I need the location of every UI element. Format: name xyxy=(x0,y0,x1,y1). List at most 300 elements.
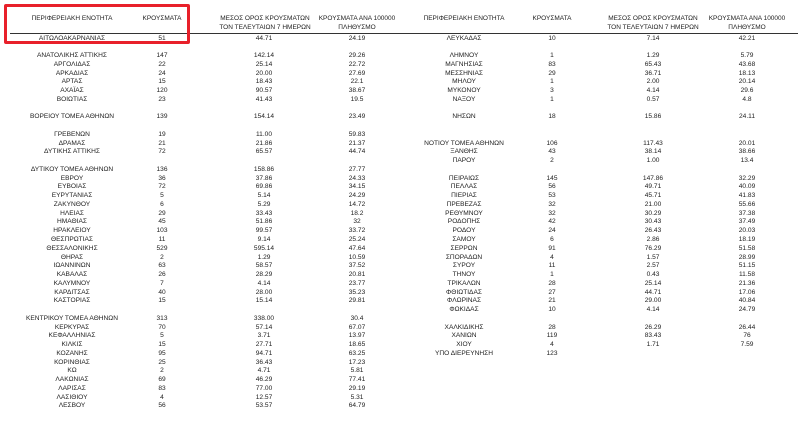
cell-per: 63.25 xyxy=(348,349,366,357)
table-row xyxy=(0,305,800,314)
cell-name: ΑΙΤΩΛΟΑΚΑΡΝΑΝΙΑΣ xyxy=(38,34,106,42)
cell-cases: 40 xyxy=(158,288,166,296)
cell-per: 35.23 xyxy=(348,288,366,296)
cell-name: ΑΡΤΑΣ xyxy=(61,78,83,86)
cell-avg: 7.14 xyxy=(646,34,660,42)
cell-per: 5.79 xyxy=(740,52,754,60)
cell-name: ΚΕΡΚΥΡΑΣ xyxy=(54,323,90,331)
table-row xyxy=(0,86,800,95)
cell-cases: 95 xyxy=(158,349,166,357)
table-row xyxy=(0,349,800,358)
cell-name: ΠΙΕΡΙΑΣ xyxy=(451,192,477,200)
cell-cases: 145 xyxy=(546,174,558,182)
cell-name: ΠΑΡΟΥ xyxy=(452,157,476,165)
cell-per: 27.69 xyxy=(348,69,366,77)
cell-name: ΜΥΚΟΝΟΥ xyxy=(447,87,481,95)
cell-name: ΘΕΣΠΡΩΤΙΑΣ xyxy=(50,235,94,243)
cell-avg: 28.00 xyxy=(255,288,273,296)
cell-avg: 27.71 xyxy=(255,341,273,349)
cell-per: 21.36 xyxy=(738,279,756,287)
left-header-per100k-2: ΠΛΗΘΥΣΜΟ xyxy=(338,24,376,31)
cell-name: ΣΥΡΟΥ xyxy=(452,262,476,270)
cell-per: 18.65 xyxy=(348,341,366,349)
cell-avg: 44.71 xyxy=(255,34,273,42)
cell-per: 37.49 xyxy=(738,218,756,226)
table-row xyxy=(0,191,800,200)
cell-per: 4.8 xyxy=(742,95,752,103)
cell-cases: 2 xyxy=(550,157,554,165)
cell-name: ΝΟΤΙΟΥ ΤΟΜΕΑ ΑΘΗΝΩΝ xyxy=(424,139,504,147)
cell-avg: 11.00 xyxy=(255,130,272,138)
table-row xyxy=(0,112,800,121)
cell-name: ΛΗΜΝΟΥ xyxy=(449,52,479,60)
cell-name: ΚΙΛΚΙΣ xyxy=(61,341,83,349)
table-row xyxy=(0,375,800,384)
cell-per: 14.72 xyxy=(348,200,366,208)
cell-avg: 53.57 xyxy=(255,402,273,410)
cell-name: ΙΩΑΝΝΙΝΩΝ xyxy=(53,262,91,270)
cell-name: ΑΡΚΑΔΙΑΣ xyxy=(55,69,89,77)
cell-avg: 3.71 xyxy=(257,332,271,340)
cell-cases: 24 xyxy=(548,227,556,235)
cell-name: ΧΑΛΚΙΔΙΚΗΣ xyxy=(444,323,484,331)
highlight-box xyxy=(4,4,190,44)
cell-cases: 83 xyxy=(548,60,556,68)
cell-cases: 83 xyxy=(158,384,166,392)
cell-name: ΠΕΛΛΑΣ xyxy=(450,183,478,191)
cell-per: 17.23 xyxy=(348,358,366,366)
cell-per: 37.38 xyxy=(738,209,756,217)
cell-cases: 1 xyxy=(550,271,554,279)
table-row xyxy=(0,296,800,305)
cell-cases: 11 xyxy=(158,235,166,243)
cell-cases: 29 xyxy=(158,209,166,217)
cell-avg: 15.14 xyxy=(255,297,273,305)
cell-cases: 26 xyxy=(158,271,166,279)
cell-cases: 29 xyxy=(548,69,556,77)
cell-cases: 1 xyxy=(550,52,554,60)
cell-avg: 595.14 xyxy=(253,244,275,252)
cell-name: ΒΟΙΩΤΙΑΣ xyxy=(56,95,88,103)
table-row xyxy=(0,331,800,340)
cell-per: 29.19 xyxy=(348,384,366,392)
table-row xyxy=(0,235,800,244)
cell-avg: 1.00 xyxy=(646,157,660,165)
cell-per: 11.58 xyxy=(738,271,755,279)
cell-per: 22.1 xyxy=(350,78,364,86)
cell-name: ΔΡΑΜΑΣ xyxy=(58,139,86,147)
cell-avg: 65.57 xyxy=(255,148,273,156)
cell-avg: 20.00 xyxy=(255,69,273,77)
cell-avg: 12.57 xyxy=(255,393,273,401)
table-row xyxy=(0,139,800,148)
cell-per: 20.81 xyxy=(348,271,366,279)
cell-avg: 147.86 xyxy=(642,174,664,182)
cell-name: ΘΗΡΑΣ xyxy=(60,253,84,261)
cell-cases: 103 xyxy=(156,227,168,235)
cell-cases: 2 xyxy=(160,367,164,375)
cell-per: 32.29 xyxy=(738,174,756,182)
cell-avg: 1.71 xyxy=(646,341,660,349)
cell-name: ΚΟΖΑΝΗΣ xyxy=(56,349,88,357)
cell-avg: 38.14 xyxy=(644,148,662,156)
right-header-per100k-1: ΚΡΟΥΣΜΑΤΑ ΑΝΑ 100000 xyxy=(708,15,786,22)
cell-name: ΒΟΡΕΙΟΥ ΤΟΜΕΑ ΑΘΗΝΩΝ xyxy=(29,113,115,121)
cell-avg: 45.71 xyxy=(644,192,662,200)
cell-per: 67.07 xyxy=(348,323,366,331)
cell-avg: 76.29 xyxy=(644,244,662,252)
cell-per: 76 xyxy=(743,332,751,340)
table-row xyxy=(0,253,800,262)
table-row xyxy=(0,226,800,235)
cell-name: ΕΒΡΟΥ xyxy=(60,174,84,182)
table-row xyxy=(0,217,800,226)
cell-name: ΛΑΚΩΝΙΑΣ xyxy=(55,376,89,384)
table-row xyxy=(0,130,800,139)
cell-avg: 117.43 xyxy=(643,139,663,147)
cell-name: ΦΘΙΩΤΙΔΑΣ xyxy=(446,288,482,296)
cell-per: 17.06 xyxy=(738,288,756,296)
cell-avg: 0.57 xyxy=(646,95,660,103)
cell-cases: 91 xyxy=(548,244,556,252)
cell-avg: 37.86 xyxy=(255,174,273,182)
cell-cases: 1 xyxy=(550,78,554,86)
table-row xyxy=(0,69,800,78)
cell-name: ΚΕΦΑΛΛΗΝΙΑΣ xyxy=(48,332,96,340)
cell-per: 7.59 xyxy=(740,341,754,349)
cell-avg: 4.71 xyxy=(257,367,271,375)
cell-cases: 529 xyxy=(156,244,168,252)
cell-name: ΡΟΔΟΠΗΣ xyxy=(447,218,481,226)
cell-avg: 4.14 xyxy=(646,306,660,314)
table-row xyxy=(0,366,800,375)
cell-cases: 45 xyxy=(158,218,166,226)
cell-cases: 53 xyxy=(548,192,556,200)
cell-name: ΓΡΕΒΕΝΩΝ xyxy=(54,130,90,138)
cell-name: ΚΑΡΔΙΤΣΑΣ xyxy=(54,288,90,296)
cell-per: 44.74 xyxy=(348,148,366,156)
cell-name: ΜΑΓΝΗΣΙΑΣ xyxy=(445,60,483,68)
cell-per: 28.99 xyxy=(738,253,756,261)
cell-cases: 120 xyxy=(156,87,168,95)
cell-per: 21.37 xyxy=(348,139,366,147)
cell-avg: 58.57 xyxy=(255,262,273,270)
cell-cases: 6 xyxy=(160,200,164,208)
cell-cases: 25 xyxy=(158,358,166,366)
cell-avg: 5.14 xyxy=(257,192,271,200)
cell-cases: 15 xyxy=(158,297,166,305)
cell-per: 13.4 xyxy=(740,157,754,165)
cell-per: 26.44 xyxy=(738,323,756,331)
cell-avg: 15.86 xyxy=(644,113,662,121)
table-row xyxy=(0,209,800,218)
cell-per: 24.79 xyxy=(738,306,756,314)
table-row xyxy=(0,261,800,270)
cell-cases: 139 xyxy=(156,113,168,121)
table-row xyxy=(0,60,800,69)
cell-name: ΑΡΓΟΛΙΔΑΣ xyxy=(53,60,91,68)
cell-cases: 11 xyxy=(548,262,556,270)
cell-avg: 9.14 xyxy=(257,235,271,243)
cell-name: ΕΥΒΟΙΑΣ xyxy=(57,183,87,191)
cell-cases: 7 xyxy=(160,279,164,287)
cell-avg: 21.00 xyxy=(644,200,662,208)
cell-avg: 26.43 xyxy=(644,227,662,235)
table-row xyxy=(0,323,800,332)
cell-name: ΑΝΑΤΟΛΙΚΗΣ ΑΤΤΙΚΗΣ xyxy=(37,52,107,60)
cell-name: ΞΑΝΘΗΣ xyxy=(450,148,478,156)
cell-cases: 147 xyxy=(156,52,168,60)
cell-cases: 18 xyxy=(548,113,556,121)
cell-per: 40.84 xyxy=(738,297,756,305)
cell-per: 47.64 xyxy=(348,244,366,252)
cell-avg: 44.71 xyxy=(644,288,662,296)
cell-cases: 72 xyxy=(158,148,166,156)
cell-per: 30.4 xyxy=(350,314,364,322)
cell-avg: 69.86 xyxy=(255,183,273,191)
cell-cases: 136 xyxy=(156,165,168,173)
cell-cases: 4 xyxy=(550,341,554,349)
cell-avg: 77.00 xyxy=(255,384,273,392)
table-row xyxy=(0,174,800,183)
cell-per: 18.2 xyxy=(350,209,364,217)
cell-avg: 83.43 xyxy=(644,332,662,340)
cell-cases: 5 xyxy=(160,192,164,200)
cell-name: ΡΕΘΥΜΝΟΥ xyxy=(445,209,483,217)
table-row xyxy=(0,244,800,253)
cell-name: ΝΗΣΩΝ xyxy=(452,113,476,121)
cell-avg: 36.43 xyxy=(255,358,273,366)
cell-cases: 27 xyxy=(548,288,556,296)
cell-cases: 106 xyxy=(546,139,558,147)
right-header-avg-1: ΜΕΣΟΣ ΟΡΟΣ ΚΡΟΥΣΜΑΤΩΝ xyxy=(608,15,698,22)
cell-cases: 32 xyxy=(548,200,556,208)
cell-per: 18.13 xyxy=(738,69,756,77)
cell-avg: 90.57 xyxy=(255,87,273,95)
cell-cases: 10 xyxy=(548,306,556,314)
cell-cases: 313 xyxy=(156,314,168,322)
cell-per: 25.24 xyxy=(348,235,366,243)
cell-per: 23.77 xyxy=(348,279,366,287)
cell-name: ΜΕΣΣΗΝΙΑΣ xyxy=(445,69,483,77)
cell-per: 42.21 xyxy=(738,34,756,42)
cell-avg: 29.00 xyxy=(644,297,662,305)
cell-cases: 23 xyxy=(158,95,166,103)
cell-per: 77.41 xyxy=(348,376,366,384)
cell-avg: 51.86 xyxy=(255,218,273,226)
cell-name: ΗΛΕΙΑΣ xyxy=(60,209,84,217)
cell-per: 55.66 xyxy=(738,200,756,208)
cell-avg: 2.00 xyxy=(646,78,660,86)
cell-avg: 338.00 xyxy=(253,314,275,322)
cell-cases: 70 xyxy=(158,323,166,331)
table-row xyxy=(0,51,800,60)
cell-avg: 21.86 xyxy=(255,139,273,147)
cell-per: 51.58 xyxy=(738,244,756,252)
table-row xyxy=(0,340,800,349)
cell-name: ΡΟΔΟΥ xyxy=(452,227,476,235)
cell-per: 29.26 xyxy=(348,52,366,60)
left-header-region: ΠΕΡΙΦΕΡΕΙΑΚΗ ΕΝΟΤΗΤΑ xyxy=(31,15,113,22)
cell-per: 5.31 xyxy=(350,393,364,401)
cell-name: ΝΑΞΟΥ xyxy=(452,95,476,103)
cell-avg: 99.57 xyxy=(255,227,273,235)
cell-per: 32 xyxy=(353,218,361,226)
cell-per: 24.33 xyxy=(348,174,366,182)
cell-avg: 142.14 xyxy=(253,52,275,60)
cell-avg: 1.29 xyxy=(646,52,660,60)
left-header-avg-2: ΤΟΝ ΤΕΛΕΥΤΑΙΩΝ 7 ΗΜΕΡΩΝ xyxy=(219,24,311,31)
cell-per: 33.72 xyxy=(348,227,366,235)
cell-name: ΧΑΝΙΩΝ xyxy=(451,332,477,340)
cell-cases: 10 xyxy=(548,34,556,42)
cell-cases: 15 xyxy=(158,78,166,86)
table-row xyxy=(0,121,800,130)
cell-per: 18.19 xyxy=(738,235,756,243)
cell-avg: 49.71 xyxy=(644,183,662,191)
cell-cases: 19 xyxy=(158,130,166,138)
table-row xyxy=(0,95,800,104)
cell-per: 20.01 xyxy=(738,139,756,147)
cell-name: ΧΙΟΥ xyxy=(456,341,472,349)
cell-name: ΥΠΟ ΔΙΕΡΕΥΝΗΣΗ xyxy=(435,349,493,357)
cell-name: ΣΠΟΡΑΔΩΝ xyxy=(445,253,483,261)
cell-name: ΑΧΑΪΑΣ xyxy=(60,87,84,95)
table-row xyxy=(0,270,800,279)
cell-cases: 21 xyxy=(548,297,556,305)
cell-avg: 46.29 xyxy=(255,376,273,384)
cell-cases: 51 xyxy=(158,34,166,42)
cell-cases: 36 xyxy=(158,174,166,182)
cell-cases: 6 xyxy=(550,235,554,243)
cell-cases: 69 xyxy=(158,376,166,384)
cell-avg: 57.14 xyxy=(255,323,273,331)
table-row xyxy=(0,279,800,288)
cell-name: ΔΥΤΙΚΟΥ ΤΟΜΕΑ ΑΘΗΝΩΝ xyxy=(30,165,114,173)
table-row xyxy=(0,104,800,113)
cell-cases: 28 xyxy=(548,323,556,331)
cell-per: 40.09 xyxy=(738,183,756,191)
cell-per: 19.5 xyxy=(350,95,364,103)
cell-per: 29.81 xyxy=(348,297,366,305)
cell-avg: 36.71 xyxy=(644,69,662,77)
right-header-avg-2: ΤΟΝ ΤΕΛΕΥΤΑΙΩΝ 7 ΗΜΕΡΩΝ xyxy=(607,24,699,31)
cell-name: ΦΩΚΙΔΑΣ xyxy=(449,306,479,314)
cell-cases: 28 xyxy=(548,279,556,287)
cell-per: 13.97 xyxy=(348,332,366,340)
cell-name: ΚΟΡΙΝΘΙΑΣ xyxy=(54,358,90,366)
cell-avg: 2.86 xyxy=(646,235,660,243)
cell-avg: 33.43 xyxy=(255,209,273,217)
cell-name: ΤΗΝΟΥ xyxy=(452,271,476,279)
cell-per: 10.59 xyxy=(348,253,366,261)
cell-per: 38.66 xyxy=(738,148,756,156)
cell-name: ΚΑΣΤΟΡΙΑΣ xyxy=(53,297,91,305)
cell-cases: 15 xyxy=(158,341,166,349)
cell-cases: 43 xyxy=(548,148,556,156)
table-row xyxy=(0,384,800,393)
cell-avg: 1.57 xyxy=(646,253,660,261)
cell-per: 43.68 xyxy=(738,60,756,68)
cell-per: 51.15 xyxy=(738,262,756,270)
cell-per: 23.49 xyxy=(348,113,366,121)
cell-name: ΛΕΣΒΟΥ xyxy=(58,402,86,410)
cell-cases: 5 xyxy=(160,332,164,340)
table-row xyxy=(0,147,800,156)
cell-avg: 158.86 xyxy=(253,165,275,173)
cell-avg: 0.43 xyxy=(646,271,660,279)
cell-name: ΕΥΡΥΤΑΝΙΑΣ xyxy=(51,192,93,200)
cell-avg: 28.29 xyxy=(255,271,273,279)
cell-per: 59.83 xyxy=(348,130,366,138)
table-row xyxy=(0,200,800,209)
cell-name: ΠΕΙΡΑΙΩΣ xyxy=(448,174,480,182)
right-header-cases: ΚΡΟΥΣΜΑΤΑ xyxy=(532,15,572,22)
cell-name: ΗΡΑΚΛΕΙΟΥ xyxy=(53,227,91,235)
cell-name: ΠΡΕΒΕΖΑΣ xyxy=(446,200,482,208)
cell-per: 5.81 xyxy=(350,367,364,375)
cell-avg: 4.14 xyxy=(646,87,660,95)
table-row xyxy=(0,182,800,191)
cell-name: ΣΑΜΟΥ xyxy=(452,235,476,243)
cell-avg: 25.14 xyxy=(644,279,662,287)
table-row xyxy=(0,314,800,323)
cell-avg: 65.43 xyxy=(644,60,662,68)
cell-avg: 30.29 xyxy=(644,209,662,217)
cell-avg: 30.43 xyxy=(644,218,662,226)
cell-avg: 94.71 xyxy=(255,349,273,357)
cell-name: ΚΑΛΥΜΝΟΥ xyxy=(53,279,91,287)
cell-cases: 56 xyxy=(158,402,166,410)
cell-cases: 56 xyxy=(548,183,556,191)
cell-name: ΛΕΥΚΑΔΑΣ xyxy=(446,34,482,42)
table-row xyxy=(0,165,800,174)
right-header-region: ΠΕΡΙΦΕΡΕΙΑΚΗ ΕΝΟΤΗΤΑ xyxy=(423,15,505,22)
cell-per: 64.79 xyxy=(348,402,366,410)
cell-avg: 41.43 xyxy=(255,95,273,103)
cell-cases: 32 xyxy=(548,209,556,217)
cell-per: 37.52 xyxy=(348,262,366,270)
cell-per: 34.15 xyxy=(348,183,366,191)
cell-cases: 72 xyxy=(158,183,166,191)
cell-name: ΔΥΤΙΚΗΣ ΑΤΤΙΚΗΣ xyxy=(44,148,100,156)
cell-avg: 5.29 xyxy=(257,200,271,208)
cell-name: ΛΑΡΙΣΑΣ xyxy=(58,384,86,392)
cell-name: ΤΡΙΚΑΛΩΝ xyxy=(447,279,481,287)
cell-name: ΚΑΒΑΛΑΣ xyxy=(56,271,88,279)
cell-cases: 42 xyxy=(548,218,556,226)
cell-name: ΖΑΚΥΝΘΟΥ xyxy=(53,200,91,208)
cell-cases: 4 xyxy=(160,393,164,401)
cell-per: 22.72 xyxy=(348,60,366,68)
table-row xyxy=(0,288,800,297)
cell-avg: 4.14 xyxy=(257,279,271,287)
cell-cases: 119 xyxy=(546,332,558,340)
right-header-per100k-2: ΠΛΗΘΥΣΜΟ xyxy=(728,24,766,31)
cell-per: 41.83 xyxy=(738,192,756,200)
cell-name: ΚΕΝΤΡΙΚΟΥ ΤΟΜΕΑ ΑΘΗΝΩΝ xyxy=(26,314,118,322)
cell-cases: 22 xyxy=(158,60,166,68)
cell-per: 29.6 xyxy=(740,87,754,95)
cell-avg: 26.29 xyxy=(644,323,662,331)
cell-name: ΗΜΑΘΙΑΣ xyxy=(57,218,87,226)
cell-per: 20.14 xyxy=(738,78,756,86)
table-row xyxy=(0,401,800,410)
cell-avg: 18.43 xyxy=(255,78,273,86)
cell-per: 27.77 xyxy=(348,165,366,173)
left-header-per100k-1: ΚΡΟΥΣΜΑΤΑ ΑΝΑ 100000 xyxy=(318,15,396,22)
cell-name: ΘΕΣΣΑΛΟΝΙΚΗΣ xyxy=(46,244,98,252)
